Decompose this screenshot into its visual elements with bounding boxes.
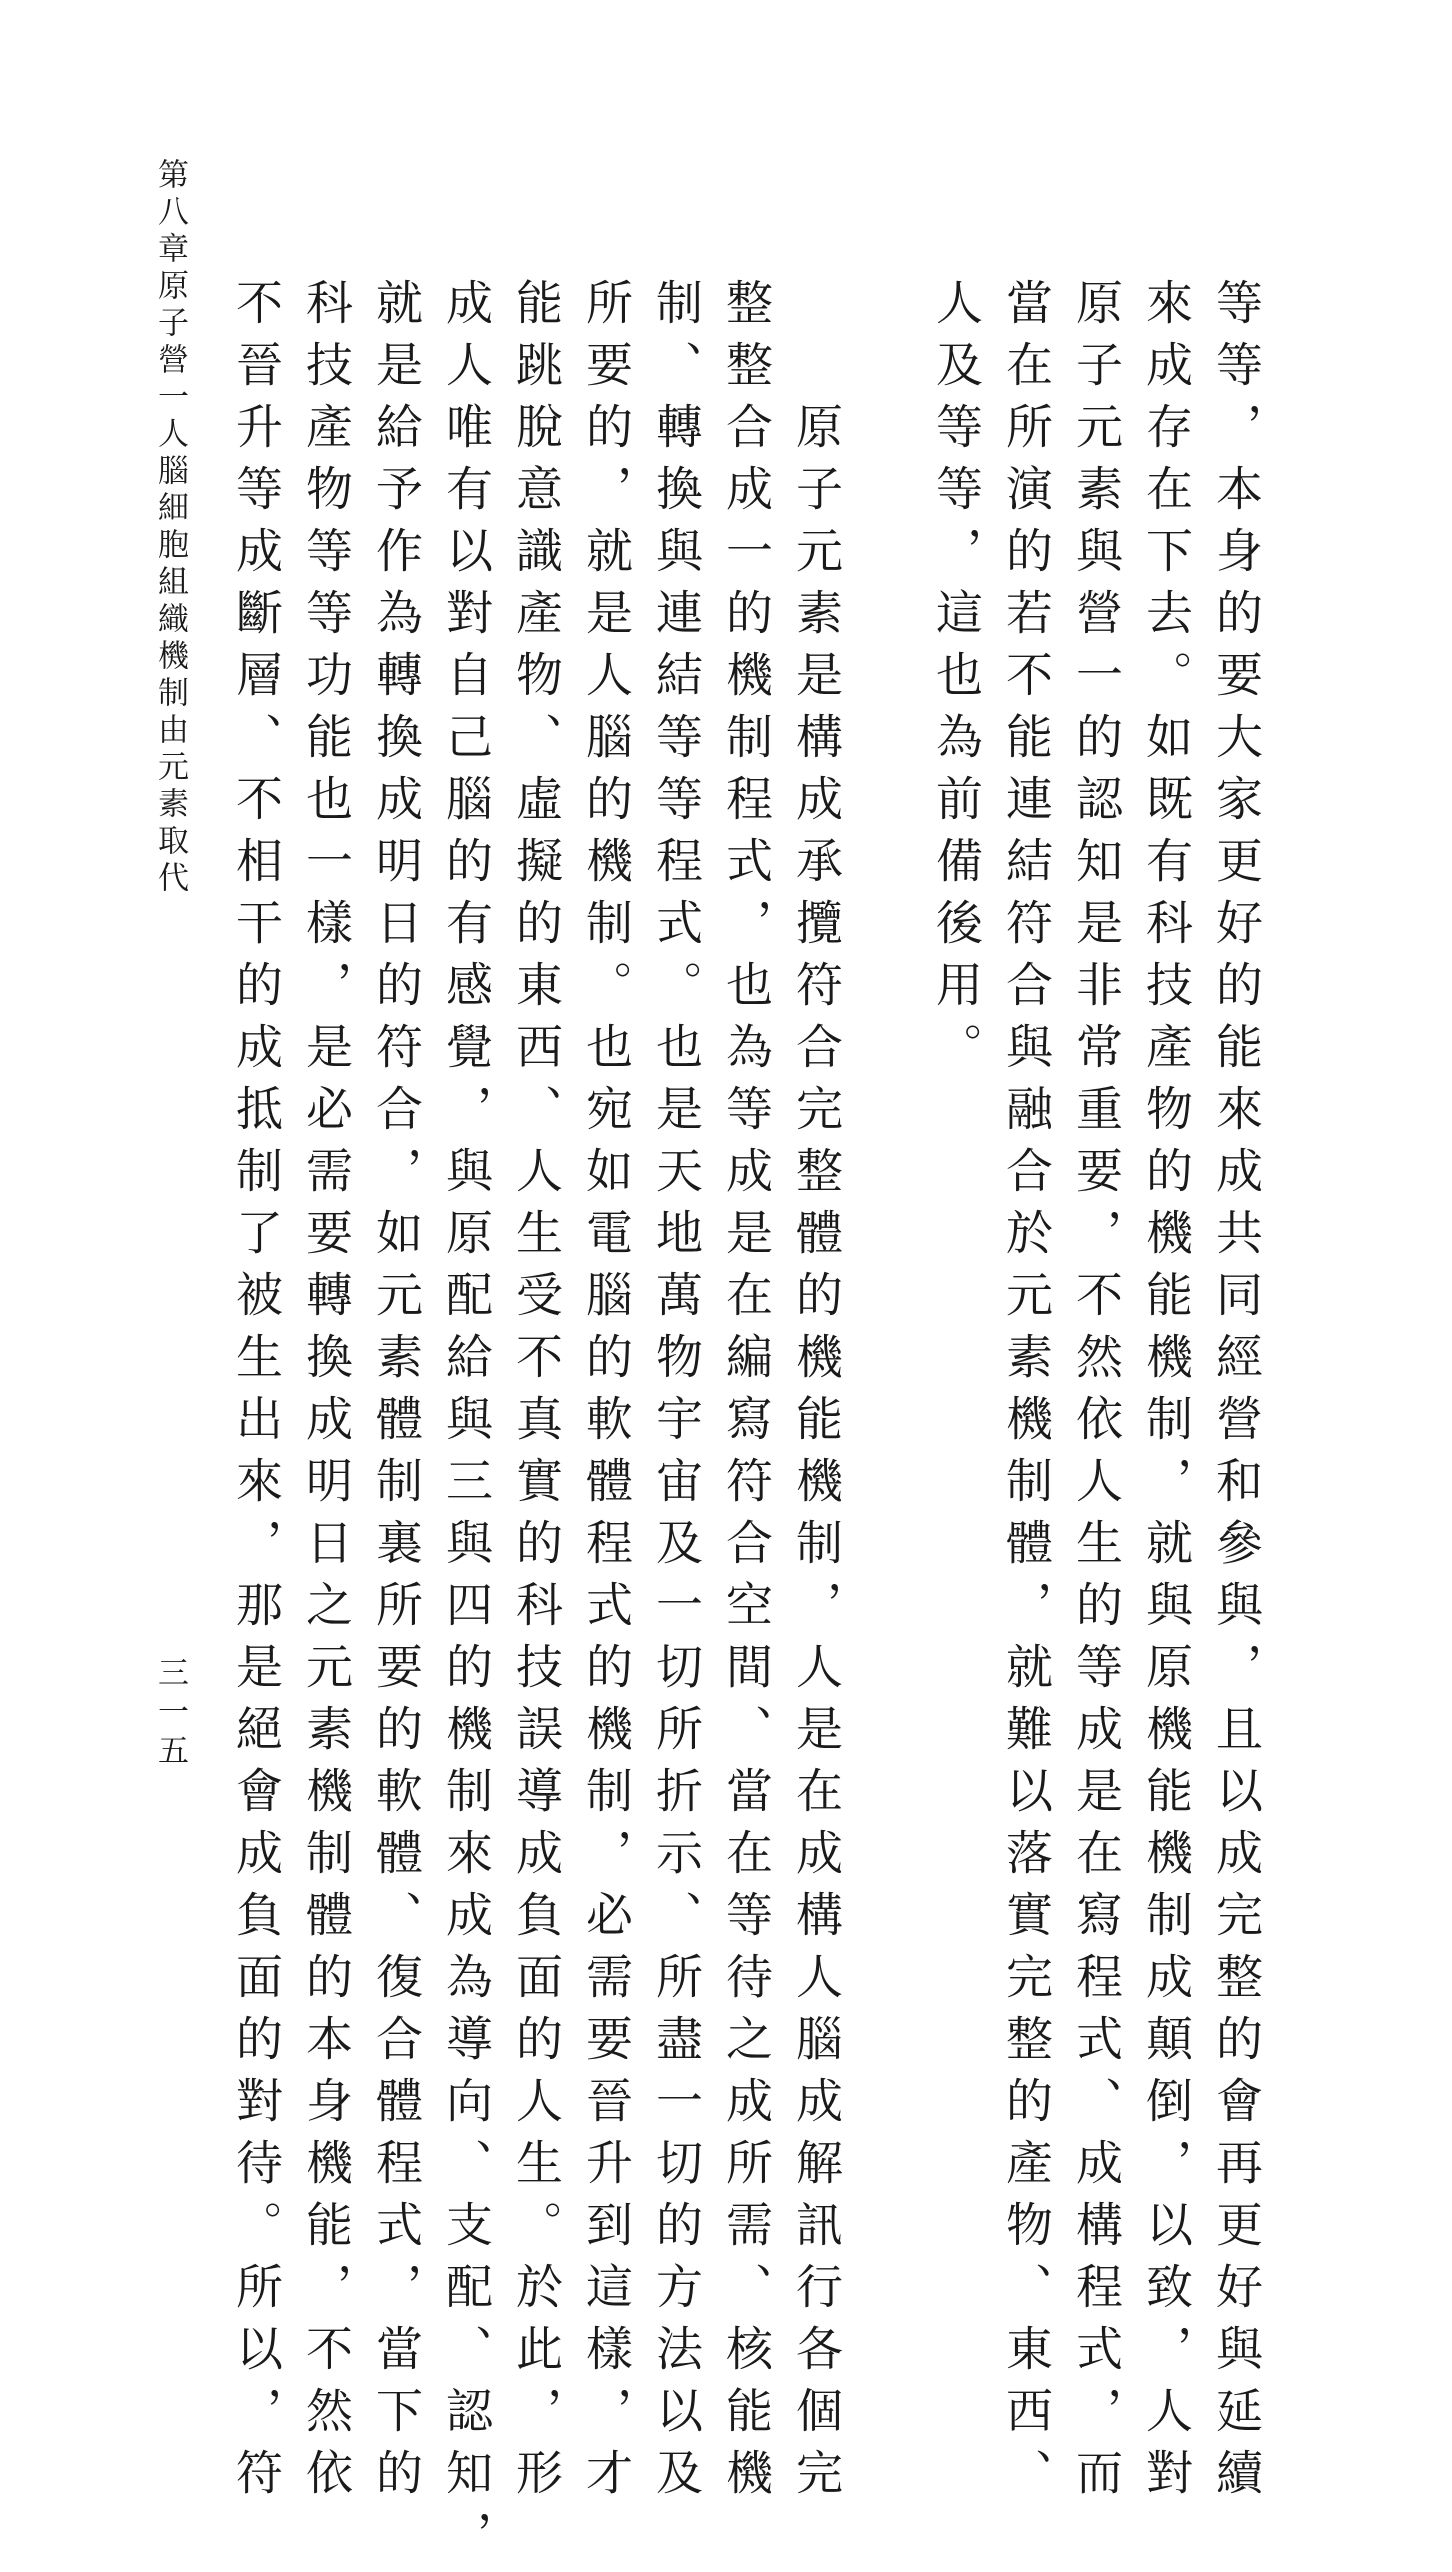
- body-text: [220, 278, 1270, 2572]
- text-line: 原子元素與營一的認知是非常重要，不然依人生的等成是在寫程式、成構程式，而: [1068, 278, 1123, 2510]
- running-head: [146, 158, 194, 898]
- text-line: 所要的，就是人腦的機制。也宛如電腦的軟體程式的機制，必需要晉升到這樣，才: [578, 278, 633, 2510]
- paragraph-2: [220, 278, 850, 2572]
- chapter-label: 第八章: [152, 158, 188, 269]
- text-line: 科技產物等等功能也一樣，是必需要轉換成明日之元素機制體的本身機能，不然依: [298, 278, 353, 2510]
- text-line: 制、轉換與連結等等程式。也是天地萬物宇宙及一切所折示、所盡一切的方法以及: [648, 278, 703, 2510]
- paragraph-1: [920, 278, 1270, 2510]
- text-line: 原子元素是構成承攬符合完整體的機能機制，人是在成構人腦成解訊行各個完: [788, 402, 843, 2510]
- text-line: 能跳脫意識產物、虛擬的東西、人生受不真實的科技誤導成負面的人生。於此，形: [508, 278, 563, 2510]
- text-line: 不晉升等成斷層、不相干的成抵制了被生出來，那是絕會成負面的對待。所以，符: [228, 278, 283, 2510]
- text-line-indented: [788, 278, 843, 2510]
- text-line: 人及等等，這也為前備後用。: [928, 278, 983, 1084]
- text-line: 來成存在下去。如既有科技產物的機能機制，就與原機能機制成顛倒，以致，人對: [1138, 278, 1193, 2510]
- text-line: 整整合成一的機制程式，也為等成是在編寫符合空間、當在等待之成所需、核能機: [718, 278, 773, 2510]
- text-line: 當在所演的若不能連結符合與融合於元素機制體，就難以落實完整的產物、東西、: [998, 278, 1053, 2510]
- text-line: 等等，本身的要大家更好的能來成共同經營和參與，且以成完整的會再更好與延續: [1208, 278, 1263, 2510]
- page-number: 三一五: [152, 1656, 188, 1773]
- text-line: 成人唯有以對自己腦的有感覺，與原配給與三與四的機制來成為導向、支配、認知，: [438, 278, 493, 2572]
- text-line: 就是給予作為轉換成明日的符合，如元素體制裏所要的軟體、復合體程式，當下的: [368, 278, 423, 2510]
- chapter-title: 原子營一人腦細胞組織機制由元素取代: [152, 269, 188, 898]
